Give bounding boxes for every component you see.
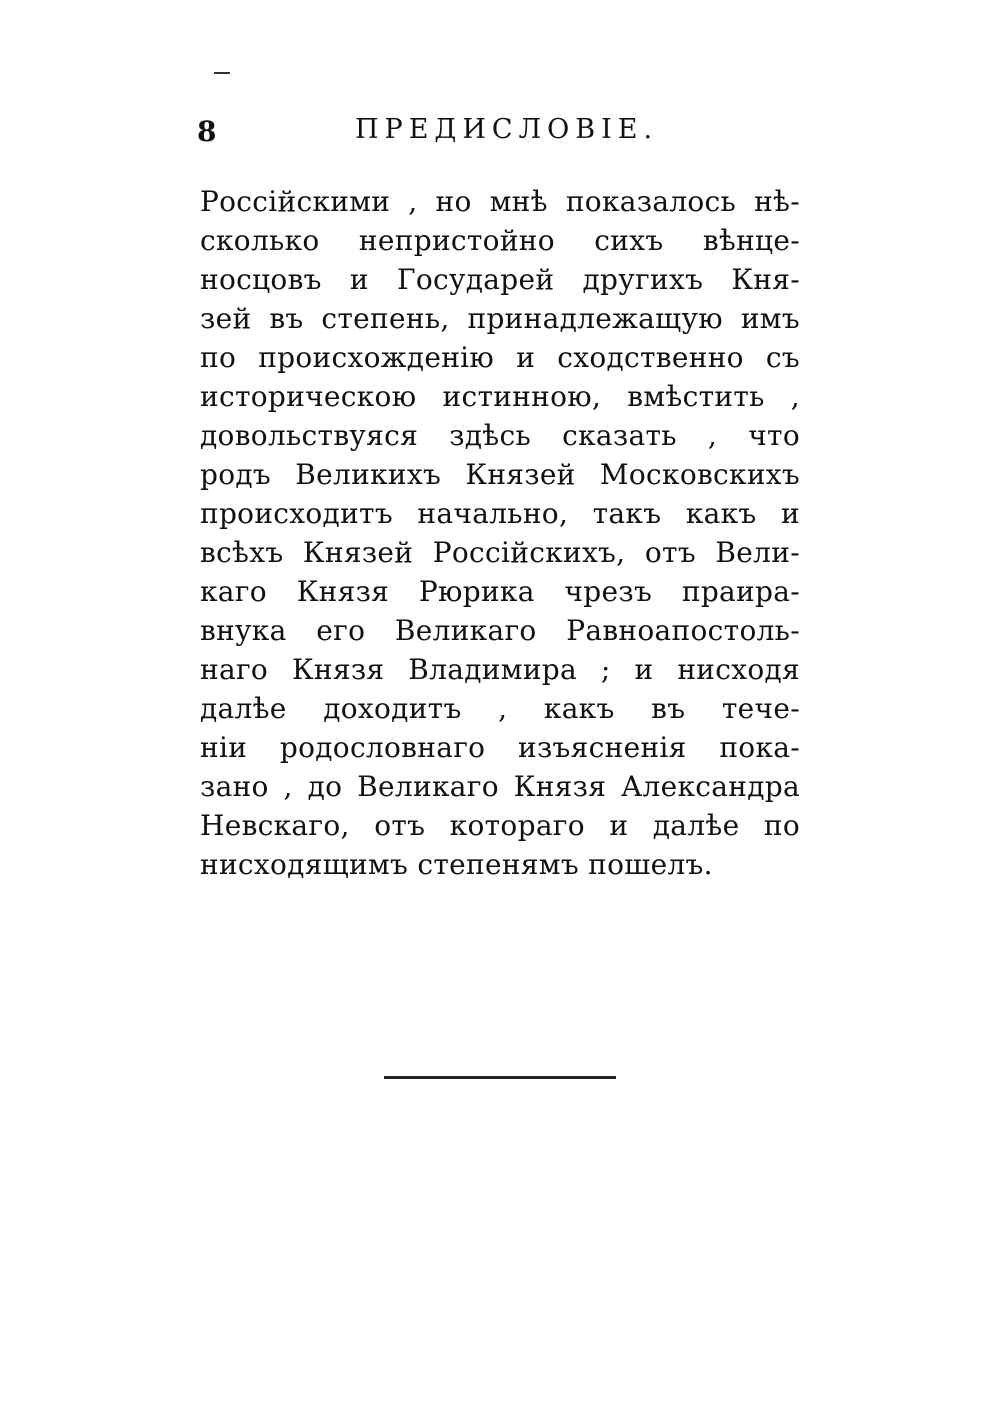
text-line: носцовъ и Государей другихъ Кня- bbox=[200, 263, 800, 296]
text-line: зей въ степень, принадлежащую имъ bbox=[200, 302, 800, 335]
text-line: по происхожденію и сходственно съ bbox=[200, 341, 800, 374]
text-line: происходитъ начально, такъ какъ и bbox=[200, 497, 800, 530]
text-line: довольствуяся здѣсь сказать , что bbox=[200, 419, 800, 452]
text-line: историческою истинною, вмѣстить , bbox=[200, 380, 800, 413]
text-line: внука его Великаго Равноапостоль- bbox=[200, 614, 800, 647]
text-line: далѣе доходитъ , какъ въ тече- bbox=[200, 692, 800, 725]
text-line: наго Князя Владимира ; и нисходя bbox=[200, 653, 800, 686]
text-line: каго Князя Рюрика чрезъ праира- bbox=[200, 575, 800, 608]
running-head: ПРЕДИСЛОВІЕ. bbox=[355, 114, 659, 145]
text-line: ніи родословнаго изъясненія пока- bbox=[200, 731, 800, 764]
text-line: родъ Великихъ Князей Московскихъ bbox=[200, 458, 800, 491]
text-line: Невскаго, отъ котораго и далѣе по bbox=[200, 809, 800, 842]
text-line: зано , до Великаго Князя Александра bbox=[200, 770, 800, 803]
body-text bbox=[200, 182, 800, 884]
text-line: всѣхъ Князей Россійскихъ, отъ Вели- bbox=[200, 536, 800, 569]
text-line: Россійскими , но мнѣ показалось нѣ- bbox=[200, 185, 800, 218]
end-rule bbox=[384, 1076, 616, 1079]
page-number: 8 bbox=[197, 115, 217, 148]
text-line: нисходящимъ степенямъ пошелъ. bbox=[200, 848, 713, 881]
printer-mark bbox=[214, 72, 230, 74]
text-line: сколько непристойно сихъ вѣнце- bbox=[200, 224, 800, 257]
